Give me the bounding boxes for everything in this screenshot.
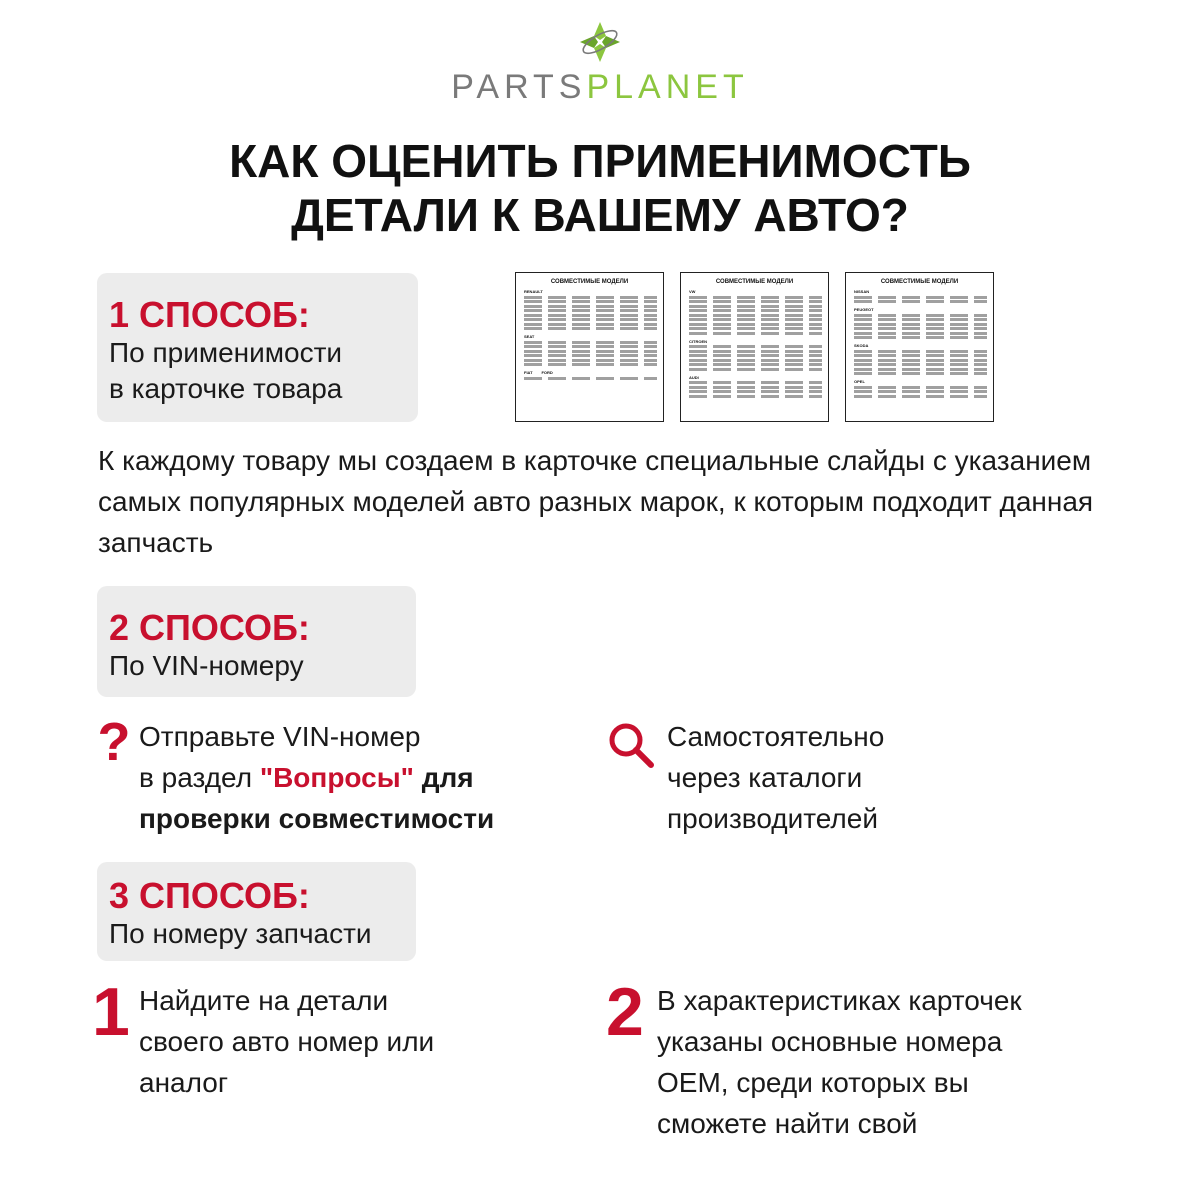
slide-3-brand: NISSAN bbox=[854, 289, 870, 294]
slide-3-brand: SKODA bbox=[854, 343, 869, 348]
question-icon: ? bbox=[97, 712, 131, 772]
method-2-option-questions bbox=[139, 716, 579, 839]
slide-2-brand: VW bbox=[689, 289, 696, 294]
method-2-subtitle: По VIN-номеру bbox=[109, 650, 304, 681]
slide-1-brand: SEAT bbox=[524, 334, 535, 339]
method-3-option-part-number bbox=[139, 980, 579, 1103]
method-1-subtitle bbox=[109, 335, 342, 407]
method-2-heading: 2 СПОСОБ: bbox=[109, 607, 310, 648]
method-2-option-catalogs bbox=[667, 716, 1107, 839]
logo-mark-icon bbox=[578, 20, 622, 64]
option-line: производителей bbox=[667, 803, 878, 834]
option-line: сможете найти свой bbox=[657, 1108, 918, 1139]
slide-1-models bbox=[524, 296, 657, 331]
method-3-option-oem bbox=[657, 980, 1117, 1144]
option-line: OEM, среди которых вы bbox=[657, 1067, 969, 1098]
method-1-description: К каждому товару мы создаем в карточке специальные слайды с указанием самых популярных моделей авто разных марок, к которым подходит данная запчасть bbox=[98, 445, 1094, 558]
option-line: через каталоги bbox=[667, 762, 863, 793]
page-title bbox=[0, 134, 1200, 242]
option-line: аналог bbox=[139, 1067, 229, 1098]
slide-3-brand: OPEL bbox=[854, 379, 865, 384]
slide-thumbnail-3 bbox=[845, 272, 994, 422]
option-line: своего авто номер или bbox=[139, 1026, 435, 1057]
questions-section-link[interactable]: "Вопросы" bbox=[259, 762, 414, 793]
magnifier-icon bbox=[606, 720, 656, 770]
method-3-box bbox=[97, 862, 416, 961]
logo-wordmark bbox=[0, 68, 1200, 107]
option-line: Найдите на детали bbox=[139, 985, 389, 1016]
method-1-heading: 1 СПОСОБ: bbox=[109, 294, 310, 335]
slide-2-brand: CITROEN bbox=[689, 338, 707, 344]
logo-parts-text: PARTS bbox=[451, 68, 587, 106]
option-line: указаны основные номера bbox=[657, 1026, 1003, 1057]
method-1-box bbox=[97, 273, 418, 422]
option-line: в раздел "Вопросы" для bbox=[139, 762, 474, 793]
title-line-2: ДЕТАЛИ К ВАШЕМУ АВТО? bbox=[291, 189, 909, 241]
method-3-subtitle: По номеру запчасти bbox=[109, 918, 372, 949]
slide-3-title: СОВМЕСТИМЫЕ МОДЕЛИ bbox=[880, 279, 959, 285]
method-1-sub-line-2: в карточке товара bbox=[109, 373, 343, 404]
step-number-1: 1 bbox=[92, 974, 130, 1050]
method-1-sub-line-1: По применимости bbox=[109, 337, 343, 368]
title-line-1: КАК ОЦЕНИТЬ ПРИМЕНИМОСТЬ bbox=[229, 135, 971, 187]
slide-3-brand: PEUGEOT bbox=[854, 307, 874, 312]
slide-thumbnail-2 bbox=[680, 272, 829, 422]
step-number-2: 2 bbox=[606, 974, 644, 1050]
option-line: проверки совместимости bbox=[139, 803, 495, 834]
slide-1-brand: FIAT FORD bbox=[524, 370, 553, 375]
option-line: В характеристиках карточек bbox=[657, 985, 1022, 1016]
option-line: Отправьте VIN-номер bbox=[139, 721, 421, 752]
logo-planet-text: PLANET bbox=[586, 68, 749, 106]
method-3-heading: 3 СПОСОБ: bbox=[109, 875, 310, 916]
option-line: Самостоятельно bbox=[667, 721, 885, 752]
slide-thumbnail-1 bbox=[515, 272, 664, 422]
slide-1-title: СОВМЕСТИМЫЕ МОДЕЛИ bbox=[550, 279, 629, 285]
slide-2-title: СОВМЕСТИМЫЕ МОДЕЛИ bbox=[715, 279, 794, 285]
slide-2-brand: AUDI bbox=[689, 374, 699, 380]
slide-1-brand: RENAULT bbox=[524, 289, 543, 294]
method-2-box bbox=[97, 586, 416, 697]
